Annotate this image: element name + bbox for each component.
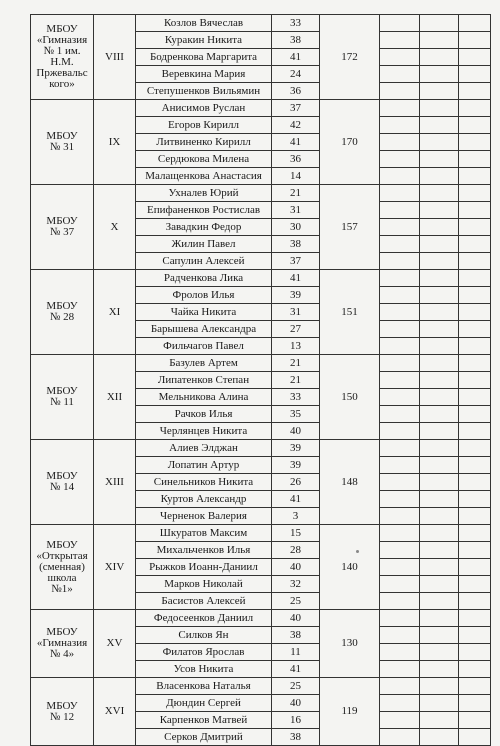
school-cell [31,525,94,610]
school-name-line: МБОУ [46,538,78,551]
empty-cell [380,66,420,83]
school-name-line: МБОУ [46,470,78,482]
table-row [31,100,491,117]
student-score: 24 [272,66,320,83]
student-name: Жилин Павел [136,236,272,253]
student-score: 36 [272,83,320,100]
student-score: 37 [272,100,320,117]
empty-cell [420,559,459,576]
empty-cell [380,508,420,525]
student-score: 40 [272,610,320,627]
empty-cell [380,134,420,151]
empty-cell [459,678,491,695]
empty-cell [459,542,491,559]
empty-cell [380,338,420,355]
empty-cell [420,440,459,457]
student-name: Литвиненко Кирилл [136,134,272,151]
school-name-line: МБОУ [46,300,78,312]
empty-cell [420,304,459,321]
empty-cell [380,627,420,644]
empty-cell [459,287,491,304]
empty-cell [420,321,459,338]
empty-cell [459,219,491,236]
empty-cell [380,644,420,661]
team-number: IX [94,100,136,185]
empty-cell [459,576,491,593]
student-name: Черненок Валерия [136,508,272,525]
table-row [31,270,491,287]
empty-cell [459,117,491,134]
empty-cell [420,32,459,49]
empty-cell [380,185,420,202]
empty-cell [420,202,459,219]
team-total: 170 [320,100,380,185]
empty-cell [380,236,420,253]
empty-cell [459,270,491,287]
empty-cell [420,610,459,627]
student-score: 33 [272,15,320,32]
results-table [30,14,491,746]
student-score: 30 [272,219,320,236]
student-name: Фильчагов Павел [136,338,272,355]
school-name-line: Пржевальс [36,67,88,79]
table-row [31,678,491,695]
team-number: XI [94,270,136,355]
student-name: Федосеенков Даниил [136,610,272,627]
empty-cell [459,49,491,66]
table-row [31,185,491,202]
school-name-line: № 1 им. [43,45,81,57]
student-score: 21 [272,372,320,389]
student-name: Дюндин Сергей [136,695,272,712]
empty-cell [420,576,459,593]
student-name: Силков Ян [136,627,272,644]
empty-cell [459,355,491,372]
student-score: 40 [272,559,320,576]
empty-cell [459,457,491,474]
empty-cell [420,338,459,355]
school-cell [31,185,94,270]
empty-cell [420,542,459,559]
empty-cell [380,253,420,270]
empty-cell [380,219,420,236]
empty-cell [420,474,459,491]
empty-cell [380,525,420,542]
empty-cell [420,457,459,474]
school-name-line: МБОУ [46,215,78,227]
team-total: 140 [320,525,380,610]
empty-cell [420,168,459,185]
table-row [31,525,491,542]
student-score: 26 [272,474,320,491]
student-score: 38 [272,32,320,49]
student-score: 32 [272,576,320,593]
team-number: VIII [94,15,136,100]
empty-cell [420,508,459,525]
empty-cell [420,661,459,678]
student-score: 21 [272,355,320,372]
empty-cell [459,83,491,100]
empty-cell [420,236,459,253]
student-score: 38 [272,729,320,746]
empty-cell [380,678,420,695]
empty-cell [380,270,420,287]
student-score: 42 [272,117,320,134]
empty-cell [380,695,420,712]
student-name: Сапулин Алексей [136,253,272,270]
empty-cell [459,440,491,457]
empty-cell [380,32,420,49]
student-score: 14 [272,168,320,185]
student-score: 41 [272,49,320,66]
empty-cell [420,525,459,542]
school-cell [31,678,94,746]
table-row [31,355,491,372]
student-score: 16 [272,712,320,729]
empty-cell [380,83,420,100]
student-score: 41 [272,270,320,287]
school-name-line: МБОУ [46,699,78,712]
empty-cell [420,491,459,508]
student-name: Ухналев Юрий [136,185,272,202]
student-score: 38 [272,627,320,644]
student-score: 31 [272,304,320,321]
school-name-line: МБОУ [46,385,78,397]
student-name: Липатенков Степан [136,372,272,389]
school-name-line: № 12 [49,710,75,723]
empty-cell [459,304,491,321]
school-cell [31,100,94,185]
empty-cell [459,66,491,83]
student-name: Бодренкова Маргарита [136,49,272,66]
empty-cell [420,15,459,32]
empty-cell [459,32,491,49]
team-number: XII [94,355,136,440]
student-name: Малащенкова Анастасия [136,168,272,185]
empty-cell [420,83,459,100]
student-score: 40 [272,695,320,712]
student-name: Радченкова Лика [136,270,272,287]
empty-cell [420,270,459,287]
empty-cell [459,389,491,406]
school-name-line: №1» [51,582,73,595]
student-name: Степушенков Вильямин [136,83,272,100]
empty-cell [380,593,420,610]
empty-cell [380,440,420,457]
empty-cell [420,729,459,746]
student-name: Черлянцев Никита [136,423,272,440]
empty-cell [380,151,420,168]
student-name: Серков Дмитрий [136,729,272,746]
student-score: 15 [272,525,320,542]
table-row [31,610,491,627]
team-total: 130 [320,610,380,678]
student-name: Рачков Илья [136,406,272,423]
school-name-line: «Гимназия [36,34,88,46]
empty-cell [459,253,491,270]
student-score: 13 [272,338,320,355]
student-name: Анисимов Руслан [136,100,272,117]
empty-cell [459,610,491,627]
empty-cell [459,372,491,389]
empty-cell [380,287,420,304]
student-name: Егоров Кирилл [136,117,272,134]
empty-cell [459,644,491,661]
empty-cell [380,168,420,185]
school-cell [31,355,94,440]
empty-cell [420,253,459,270]
school-name-line: (сменная) [39,560,85,573]
school-name-line: № 4» [49,648,75,660]
empty-cell [380,117,420,134]
empty-cell [380,491,420,508]
empty-cell [380,100,420,117]
empty-cell [420,389,459,406]
empty-cell [420,219,459,236]
student-name: Барышева Александра [136,321,272,338]
student-name: Рыжков Иоанн-Даниил [136,559,272,576]
student-name: Синельников Никита [136,474,272,491]
empty-cell [380,372,420,389]
student-name: Власенкова Наталья [136,678,272,695]
empty-cell [459,491,491,508]
student-name: Куракин Никита [136,32,272,49]
student-name: Шкуратов Максим [136,525,272,542]
student-name: Филатов Ярослав [136,644,272,661]
empty-cell [420,66,459,83]
school-name-line: № 37 [49,226,75,238]
student-name: Епифаненков Ростислав [136,202,272,219]
school-name-line: «Гимназия [36,637,88,649]
empty-cell [420,406,459,423]
student-score: 36 [272,151,320,168]
empty-cell [459,15,491,32]
empty-cell [420,117,459,134]
empty-cell [420,372,459,389]
empty-cell [420,287,459,304]
empty-cell [459,712,491,729]
student-score: 28 [272,542,320,559]
student-score: 11 [272,644,320,661]
student-name: Усов Никита [136,661,272,678]
student-name: Веревкина Мария [136,66,272,83]
student-score: 25 [272,678,320,695]
empty-cell [459,525,491,542]
student-score: 35 [272,406,320,423]
empty-cell [459,474,491,491]
empty-cell [380,559,420,576]
empty-cell [459,321,491,338]
team-total: 157 [320,185,380,270]
student-score: 25 [272,593,320,610]
team-number: XVI [94,678,136,746]
empty-cell [420,151,459,168]
empty-cell [459,134,491,151]
empty-cell [380,423,420,440]
team-total: 148 [320,440,380,525]
student-name: Фролов Илья [136,287,272,304]
empty-cell [459,695,491,712]
empty-cell [380,457,420,474]
team-total: 172 [320,15,380,100]
student-name: Лопатин Артур [136,457,272,474]
team-number: XIV [94,525,136,610]
empty-cell [459,508,491,525]
empty-cell [459,338,491,355]
school-name-line: № 11 [50,396,74,408]
empty-cell [380,355,420,372]
school-name-line: № 28 [49,311,75,323]
scan-speck [356,550,359,553]
school-name-line: «Открытая [36,549,88,562]
empty-cell [380,474,420,491]
school-name-line: Н.М. [50,56,74,68]
student-name: Чайка Никита [136,304,272,321]
empty-cell [420,49,459,66]
table-row [31,440,491,457]
empty-cell [459,168,491,185]
empty-cell [380,542,420,559]
empty-cell [459,236,491,253]
empty-cell [420,593,459,610]
school-cell [31,610,94,678]
student-score: 39 [272,440,320,457]
student-score: 27 [272,321,320,338]
empty-cell [420,644,459,661]
student-name: Базулев Артем [136,355,272,372]
school-name-line: кого» [49,78,75,90]
empty-cell [459,151,491,168]
student-name: Сердюкова Милена [136,151,272,168]
student-name: Алиев Элджан [136,440,272,457]
empty-cell [459,559,491,576]
student-score: 33 [272,389,320,406]
empty-cell [380,304,420,321]
school-name-line: МБОУ [46,626,78,638]
school-name-line: школа [47,571,77,584]
empty-cell [380,406,420,423]
empty-cell [380,321,420,338]
empty-cell [380,729,420,746]
empty-cell [380,49,420,66]
empty-cell [420,678,459,695]
table-row [31,15,491,32]
student-name: Мельникова Алина [136,389,272,406]
student-name: Михальченков Илья [136,542,272,559]
empty-cell [380,661,420,678]
student-score: 39 [272,457,320,474]
empty-cell [459,661,491,678]
empty-cell [459,100,491,117]
school-name-line: МБОУ [46,130,78,142]
empty-cell [420,627,459,644]
school-name-line: МБОУ [46,23,78,35]
student-score: 31 [272,202,320,219]
student-score: 41 [272,491,320,508]
student-name: Карпенков Матвей [136,712,272,729]
empty-cell [459,202,491,219]
student-score: 38 [272,236,320,253]
student-name: Басистов Алексей [136,593,272,610]
student-name: Завадкин Федор [136,219,272,236]
school-cell [31,440,94,525]
empty-cell [459,729,491,746]
empty-cell [459,185,491,202]
empty-cell [380,610,420,627]
team-total: 151 [320,270,380,355]
team-total: 150 [320,355,380,440]
empty-cell [459,627,491,644]
student-score: 40 [272,423,320,440]
empty-cell [420,355,459,372]
empty-cell [380,389,420,406]
student-score: 41 [272,134,320,151]
team-number: XIII [94,440,136,525]
empty-cell [459,593,491,610]
empty-cell [420,695,459,712]
empty-cell [380,576,420,593]
team-number: X [94,185,136,270]
empty-cell [420,100,459,117]
empty-cell [380,202,420,219]
student-score: 21 [272,185,320,202]
student-name: Марков Николай [136,576,272,593]
student-score: 37 [272,253,320,270]
school-name-line: № 31 [49,141,75,153]
empty-cell [459,406,491,423]
empty-cell [459,423,491,440]
school-name-line: № 14 [49,481,75,493]
empty-cell [420,423,459,440]
student-score: 3 [272,508,320,525]
team-number: XV [94,610,136,678]
empty-cell [380,712,420,729]
school-cell [31,15,94,100]
student-score: 41 [272,661,320,678]
empty-cell [420,712,459,729]
school-cell [31,270,94,355]
empty-cell [420,134,459,151]
empty-cell [380,15,420,32]
team-total: 119 [320,678,380,746]
student-score: 39 [272,287,320,304]
student-name: Козлов Вячеслав [136,15,272,32]
empty-cell [420,185,459,202]
student-name: Куртов Александр [136,491,272,508]
